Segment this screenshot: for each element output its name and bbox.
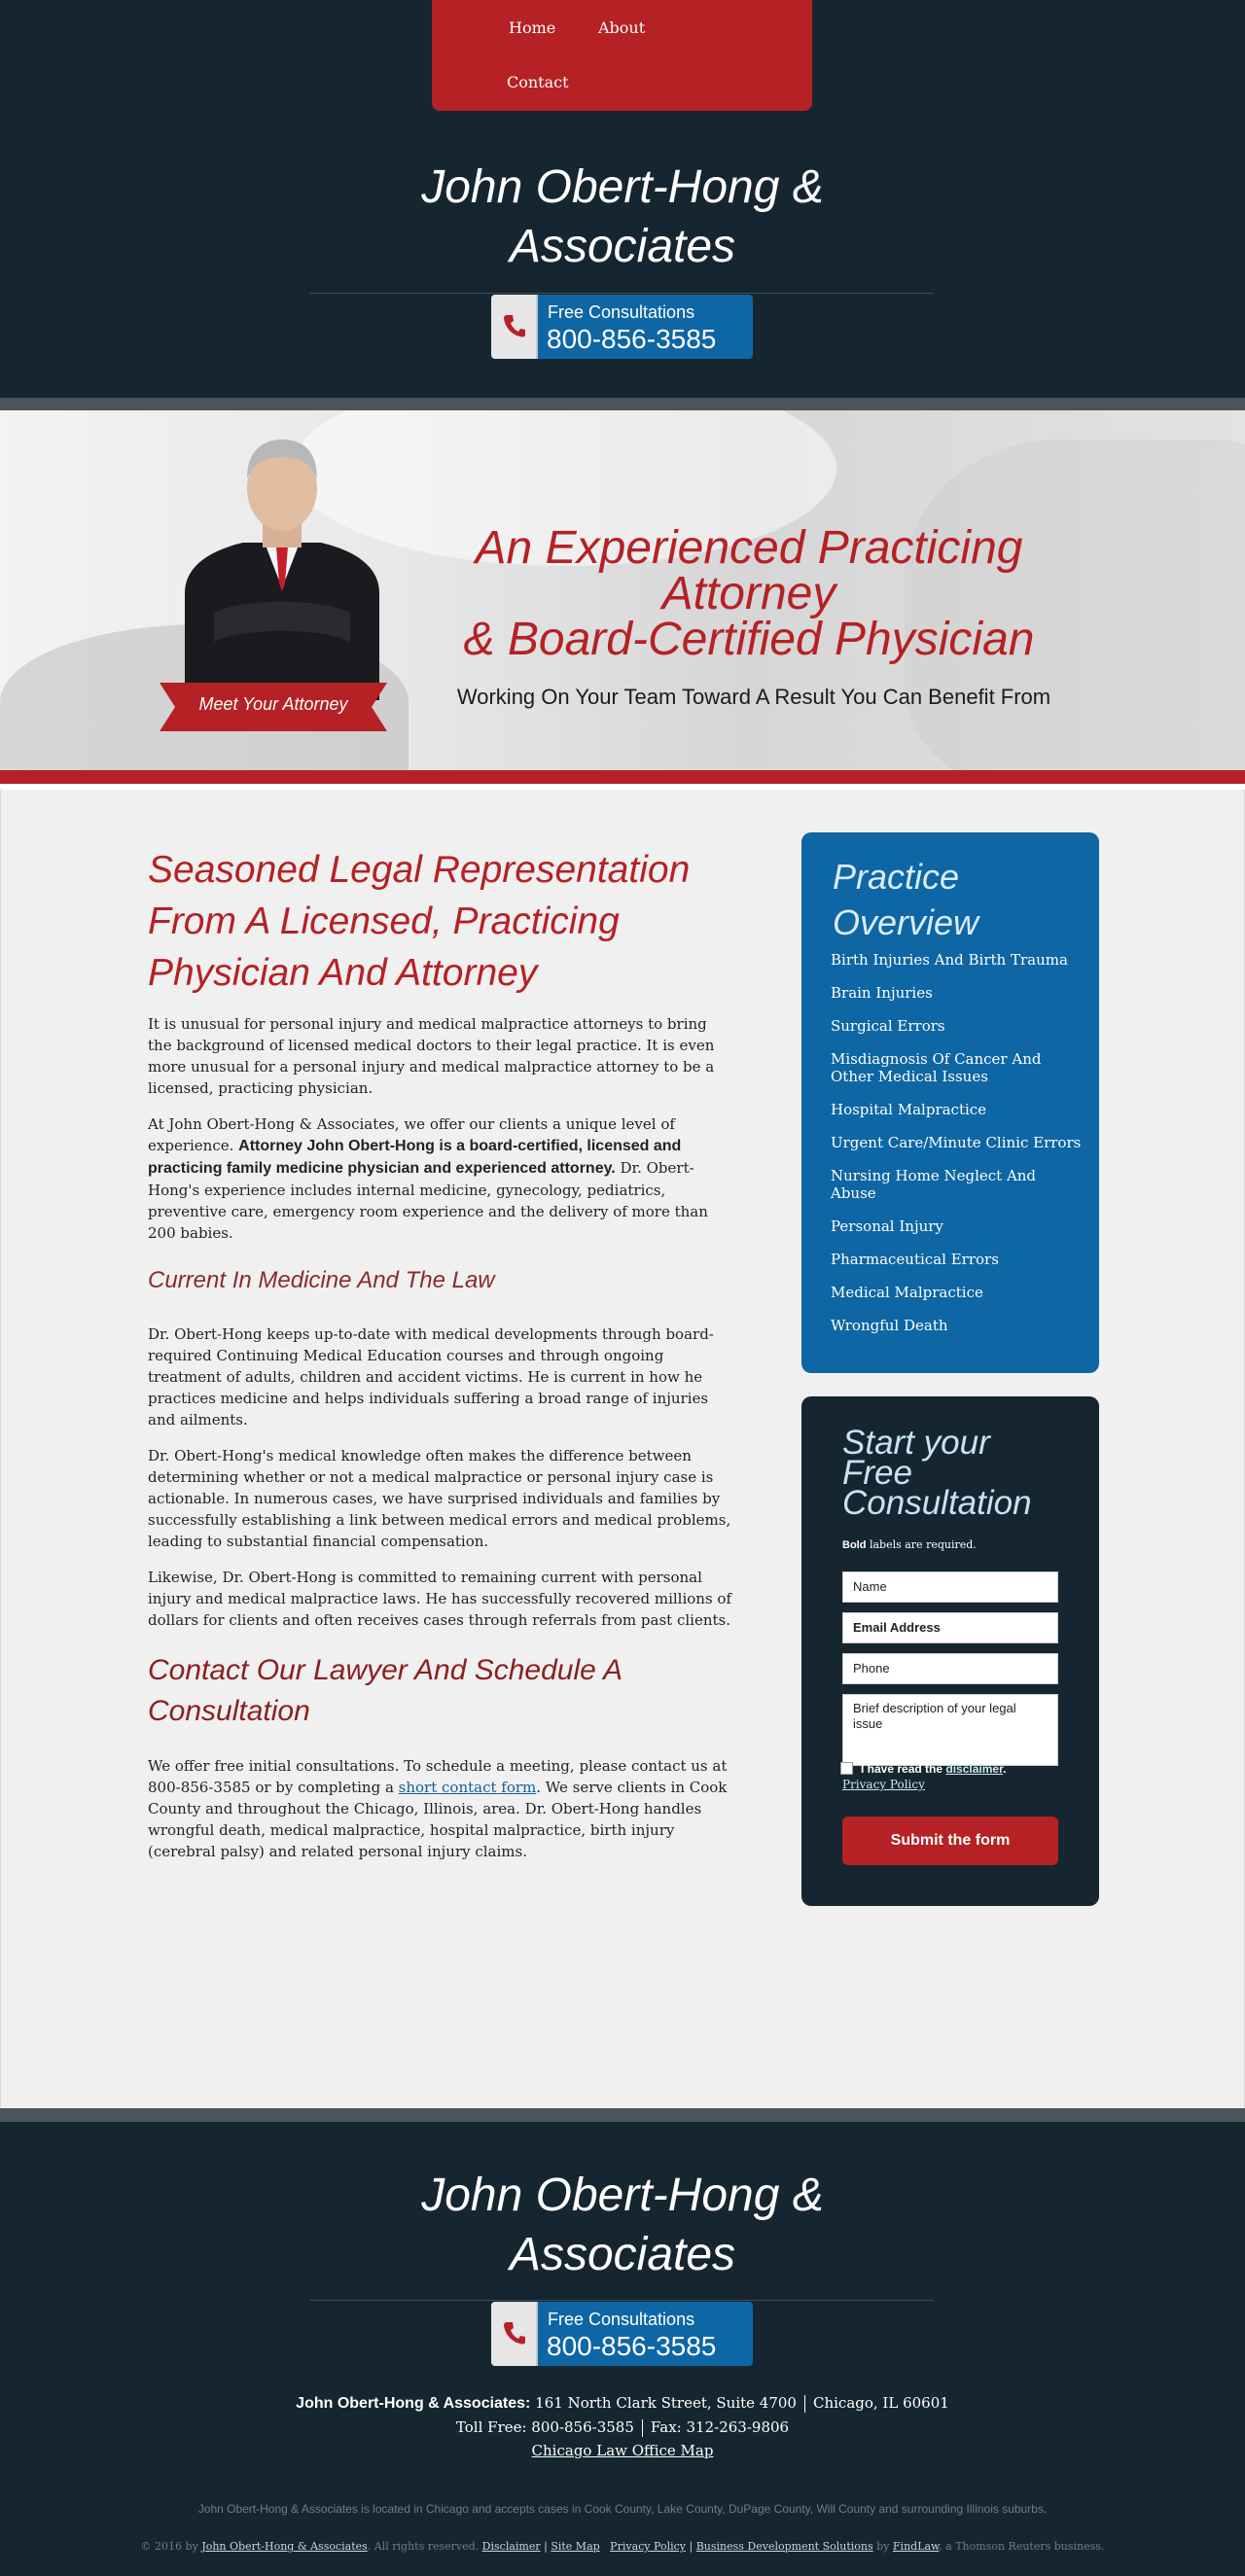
copy-tr: , a Thomson Reuters business.: [939, 2540, 1105, 2553]
paragraph-current: Dr. Obert-Hong keeps up-to-date with medical developments through board-required Continuing Medical Education courses and through ongoing treatment of adults, children and accident victims. He is current in how he practices medicine and helps individuals suffering a broad range of injuries and ailments.: [148, 1325, 714, 1429]
phone-cta[interactable]: [491, 295, 753, 359]
page-heading-line3: Physician And Attorney: [148, 952, 538, 994]
footer-service-area: John Obert-Hong & Associates is located in Chicago and accepts cases in Cook County, Lake County, DuPage County, Will County and surrounding Illinois suburbs.: [197, 2502, 1048, 2516]
attorney-photo: [175, 428, 389, 700]
nav-contact[interactable]: Contact: [507, 73, 569, 91]
email-field[interactable]: Email Address: [842, 1612, 1058, 1643]
disclaimer-link[interactable]: disclaimer: [945, 1762, 1004, 1776]
practice-area-list: [831, 951, 1084, 1350]
hero-red-band: [0, 770, 1245, 784]
page-heading-line2: From A Licensed, Practicing: [148, 900, 620, 942]
site-title-line1: John Obert-Hong &: [421, 161, 824, 213]
footer-phone-label: Free Consultations: [548, 2310, 695, 2329]
paragraph-experience-bold: Attorney John Obert-Hong is a board-certified, licensed and practicing family medicine physician and experienced attorney.: [148, 1138, 682, 1177]
paragraph-consultation-end: . We serve clients in Cook County and throughout the Chicago, Illinois, area. Dr. Obert-Hong handles wrongful death, medical malpractice, hospital malpractice, birth injury (cerebral palsy) and related personal injury claims.: [148, 1779, 728, 1860]
footer-fax: Fax: 312-263-9806: [650, 2418, 790, 2436]
disclaimer-checkbox[interactable]: [840, 1762, 853, 1775]
footer-disclaimer-link[interactable]: Disclaimer: [481, 2540, 541, 2553]
footer-band: [0, 2108, 1245, 2122]
privacy-policy-link[interactable]: Privacy Policy: [842, 1778, 925, 1791]
paragraph-consultation: [148, 1755, 731, 1862]
copy-rights: . All rights reserved.: [367, 2540, 480, 2553]
form-title-line1: Start your: [842, 1424, 990, 1462]
footer-city: Chicago, IL 60601: [812, 2394, 949, 2412]
copy-by: by: [876, 2540, 890, 2553]
main-content-area: [0, 790, 1245, 2108]
phone-number[interactable]: 800-856-3585: [547, 324, 717, 354]
site-title-line2: Associates: [509, 221, 736, 272]
paragraph-intro: It is unusual for personal injury and medical malpractice attorneys to bring the background of licensed medical doctors to their legal practice. It is even more unusual for a personal injury and medical malpractice attorney to be a licensed, practicing physician.: [148, 1015, 715, 1097]
practice-area-link[interactable]: Urgent Care/Minute Clinic Errors: [831, 1134, 1082, 1151]
footer-phone-cta[interactable]: [491, 2302, 753, 2366]
header-band: [0, 398, 1245, 410]
short-contact-form-link[interactable]: short contact form: [398, 1779, 537, 1796]
hero-heading-line3: & Board-Certified Physician: [463, 614, 1035, 665]
page-heading: [148, 844, 731, 999]
paragraph-experience-start: At John Obert-Hong & Associates, we offer our clients a unique level of experience.: [148, 1115, 675, 1154]
footer-address: [0, 2394, 1245, 2413]
footer-copyright: [0, 2540, 1245, 2553]
consultation-form: [801, 1396, 1099, 1906]
phone-field[interactable]: Phone: [842, 1653, 1058, 1684]
footer-street: 161 North Clark Street, Suite 4700: [535, 2394, 797, 2412]
checkbox-label-period: .: [1003, 1762, 1007, 1776]
required-note-rest: labels are required.: [869, 1538, 977, 1551]
paragraph-experience-end: Dr. Obert-Hong's experience includes internal medicine, gynecology, pediatrics, preventive care, emergency room experience and the delivery of more than 200 babies.: [148, 1159, 708, 1242]
form-title-line3: Consultation: [842, 1484, 1032, 1522]
site-header: [0, 0, 1245, 398]
practice-area-link[interactable]: Misdiagnosis Of Cancer And Other Medical Issues: [831, 1050, 1042, 1085]
practice-area-link[interactable]: Hospital Malpractice: [831, 1101, 987, 1118]
section-heading-current: Current In Medicine And The Law: [148, 1267, 495, 1293]
office-map-link[interactable]: Chicago Law Office Map: [531, 2442, 714, 2459]
header-divider: [309, 293, 934, 294]
footer-toll-free: Toll Free: 800-856-3585: [455, 2418, 634, 2436]
practice-area-link[interactable]: Medical Malpractice: [831, 1284, 983, 1301]
checkbox-label-text: I have read the: [861, 1762, 943, 1776]
submit-button[interactable]: Submit the form: [842, 1817, 1058, 1865]
footer-firm-name: John Obert-Hong & Associates:: [296, 2395, 531, 2412]
practice-overview-panel: [801, 832, 1099, 1373]
disclaimer-checkbox-label: [861, 1762, 1006, 1776]
findlaw-link[interactable]: FindLaw: [892, 2540, 940, 2553]
hero-heading-line2: Attorney: [661, 568, 836, 619]
practice-area-link[interactable]: Birth Injuries And Birth Trauma: [831, 951, 1068, 969]
description-field[interactable]: Brief description of your legal issue: [842, 1694, 1058, 1766]
section-heading-contact-line2: Consultation: [148, 1695, 310, 1727]
hero-heading: [428, 522, 1070, 665]
nav-home[interactable]: Home: [509, 18, 556, 37]
practice-title-line2: Overview: [833, 902, 979, 942]
section-heading-contact-line1: Contact Our Lawyer And Schedule A: [148, 1654, 623, 1686]
practice-area-link[interactable]: Wrongful Death: [831, 1317, 948, 1334]
phone-label: Free Consultations: [548, 302, 695, 322]
footer-title-line1: John Obert-Hong &: [421, 2170, 824, 2221]
footer-phone-fax: [0, 2418, 1245, 2437]
nav-about[interactable]: About: [598, 18, 646, 37]
section-heading-contact: [148, 1650, 731, 1732]
hero-banner: [0, 410, 1245, 770]
practice-area-link[interactable]: Personal Injury: [831, 1217, 943, 1235]
copy-firm-link[interactable]: John Obert-Hong & Associates: [201, 2540, 368, 2553]
separator: |: [689, 2540, 694, 2553]
footer-phone-number[interactable]: 800-856-3585: [547, 2331, 717, 2361]
practice-overview-title: [833, 854, 978, 945]
paragraph-consultation-start: We offer free initial consultations. To schedule a meeting, please contact us at 800-856-3585 or by completing a: [148, 1757, 728, 1796]
practice-area-link[interactable]: Pharmaceutical Errors: [831, 1251, 999, 1268]
meet-attorney-link[interactable]: Meet Your Attorney: [198, 694, 348, 714]
footer-logo-title[interactable]: [331, 2166, 914, 2284]
hero-subheading: Working On Your Team Toward A Result You Can Benefit From: [456, 685, 1051, 709]
bds-link[interactable]: Business Development Solutions: [695, 2540, 873, 2553]
footer-title-line2: Associates: [509, 2229, 736, 2280]
paragraph-laws: Likewise, Dr. Obert-Hong is committed to remaining current with personal injury and medical malpractice laws. He has successfully recovered millions of dollars for clients and often receives cases through referrals from past clients.: [148, 1569, 732, 1629]
form-title: [842, 1424, 1032, 1522]
practice-area-link[interactable]: Nursing Home Neglect And Abuse: [831, 1167, 1037, 1202]
footer-privacy-link[interactable]: Privacy Policy: [610, 2540, 686, 2553]
paragraph-experience: [148, 1113, 731, 1244]
phone-icon: [504, 314, 525, 337]
hero-heading-line1: An Experienced Practicing: [475, 522, 1023, 574]
site-footer: [0, 2122, 1245, 2576]
main-nav: [432, 0, 812, 111]
site-map-link[interactable]: Site Map: [551, 2540, 600, 2553]
required-note-bold: Bold: [842, 1539, 867, 1551]
practice-area-link[interactable]: Surgical Errors: [831, 1017, 945, 1035]
separator: [804, 2395, 805, 2413]
phone-icon-box: [491, 295, 538, 359]
practice-area-link[interactable]: Brain Injuries: [831, 984, 933, 1002]
footer-phone-icon-box: [491, 2302, 538, 2366]
separator: [642, 2419, 643, 2437]
phone-icon: [504, 2321, 525, 2345]
article: [148, 844, 731, 1862]
copy-prefix: © 2016 by: [140, 2540, 198, 2553]
page-heading-line1: Seasoned Legal Representation: [148, 849, 691, 891]
required-note: [842, 1538, 977, 1551]
name-field[interactable]: Name: [842, 1571, 1058, 1603]
practice-title-line1: Practice: [833, 857, 960, 897]
form-title-line2: Free: [842, 1454, 912, 1492]
separator: |: [544, 2540, 548, 2553]
paragraph-knowledge: Dr. Obert-Hong's medical knowledge often makes the difference between determining whether or not a medical malpractice or personal injury case is actionable. In numerous cases, we have surprised individuals and families by successfully establishing a link between medical errors and medical problems, leading to substantial financial compensation.: [148, 1447, 731, 1550]
footer-divider: [309, 2300, 934, 2301]
site-logo-title[interactable]: [331, 158, 914, 276]
